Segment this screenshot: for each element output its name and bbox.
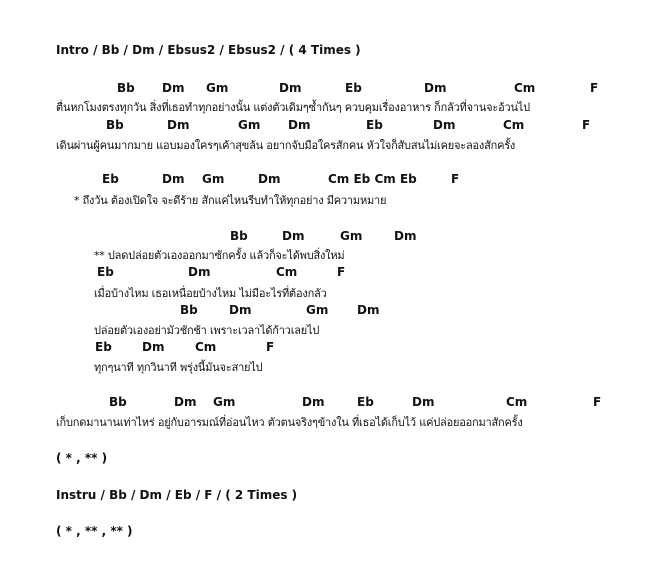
verse1-lyric-2: เดินผ่านผู้คนมากมาย แอบมองใครๆเค้าสุขล้น อยากจับมือใครสักคน หัวใจก็สับสนไม่เคยจะลองสักครั้ง xyxy=(56,139,516,152)
chord: Gm xyxy=(306,303,329,317)
chord: Dm xyxy=(282,229,305,243)
chord: Bb xyxy=(117,81,135,95)
chord: F xyxy=(590,81,599,95)
chord: Gm xyxy=(206,81,229,95)
repeat-marker-2: ( * , ** , ** ) xyxy=(56,524,133,538)
chord: F xyxy=(593,395,602,409)
chord: Cm xyxy=(506,395,528,409)
chord: Dm xyxy=(279,81,302,95)
chord: Gm xyxy=(202,172,225,186)
chord: Dm xyxy=(229,303,252,317)
chord: Eb xyxy=(345,81,362,95)
chord: Bb xyxy=(106,118,124,132)
chord: F xyxy=(266,340,275,354)
chord: Cm xyxy=(514,81,536,95)
chord: Dm xyxy=(424,81,447,95)
chord: Cm xyxy=(503,118,525,132)
chord: Dm xyxy=(412,395,435,409)
repeat-marker-1: ( * , ** ) xyxy=(56,451,108,465)
chord: Dm xyxy=(302,395,325,409)
pre-lyric: * ถึงวัน ต้องเปิดใจ จะดีร้าย สักแค่ไหนรีบทำให้ทุกอย่าง มีความหมาย xyxy=(74,194,387,207)
chord: Dm xyxy=(357,303,380,317)
chord: Eb xyxy=(366,118,383,132)
chord: Dm xyxy=(162,172,185,186)
chord: Bb xyxy=(230,229,248,243)
chorus-lyric-3: ปล่อยตัวเองอย่ามัวชักช้า เพราะเวลาได้ก้าวเลยไป xyxy=(94,324,320,337)
chorus-lyric-2: เมื่อบ้างไหม เธอเหนื่อยบ้างไหม ไม่มีอะไรที่ต้องกลัว xyxy=(94,287,327,300)
chord: Bb xyxy=(109,395,127,409)
chord: F xyxy=(451,172,460,186)
chord: Dm xyxy=(174,395,197,409)
chord: Cm Eb Cm Eb xyxy=(328,172,417,186)
chord: Eb xyxy=(95,340,112,354)
chord: Gm xyxy=(340,229,363,243)
chord: Cm xyxy=(195,340,217,354)
chord: Dm xyxy=(394,229,417,243)
chord: Bb xyxy=(180,303,198,317)
instru-line: Instru / Bb / Dm / Eb / F / ( 2 Times ) xyxy=(56,488,298,502)
verse1-lyric-1: ตื่นหกโมงตรงทุกวัน สิ่งที่เธอทำทุกอย่างนั้น แต่งตัวเดิมๆซ้ำกันๆ ควบคุมเรื่องอาหาร ก็กลัวที่จานจะอ้วนไป xyxy=(56,101,530,114)
chord: Dm xyxy=(142,340,165,354)
chord: Eb xyxy=(102,172,119,186)
chord: Gm xyxy=(238,118,261,132)
chord: Dm xyxy=(162,81,185,95)
chord: Gm xyxy=(213,395,236,409)
chord: Eb xyxy=(357,395,374,409)
chord: Dm xyxy=(188,265,211,279)
bridge-lyric: เก็บกดมานานเท่าไหร่ อยู่กับอารมณ์ที่อ่อนไหว ตัวตนจริงๆข้างใน ที่เธอได้เก็บไว้ แค่ปล่อยออกมาสักครั้ง xyxy=(56,416,523,429)
chord: Dm xyxy=(433,118,456,132)
chorus-lyric-4: ทุกๆนาที ทุกวินาที พรุ่งนี้มันจะสายไป xyxy=(94,361,263,374)
chord: Eb xyxy=(97,265,114,279)
chord: Dm xyxy=(288,118,311,132)
chord: Cm xyxy=(276,265,298,279)
chord: F xyxy=(582,118,591,132)
chorus-lyric-1: ** ปลดปล่อยตัวเองออกมาซักครั้ง แล้วก็จะได้พบสิ่งใหม่ xyxy=(94,249,345,262)
chord: F xyxy=(337,265,346,279)
intro-line: Intro / Bb / Dm / Ebsus2 / Ebsus2 / ( 4 Times ) xyxy=(56,43,361,57)
chord: Dm xyxy=(258,172,281,186)
chord: Dm xyxy=(167,118,190,132)
